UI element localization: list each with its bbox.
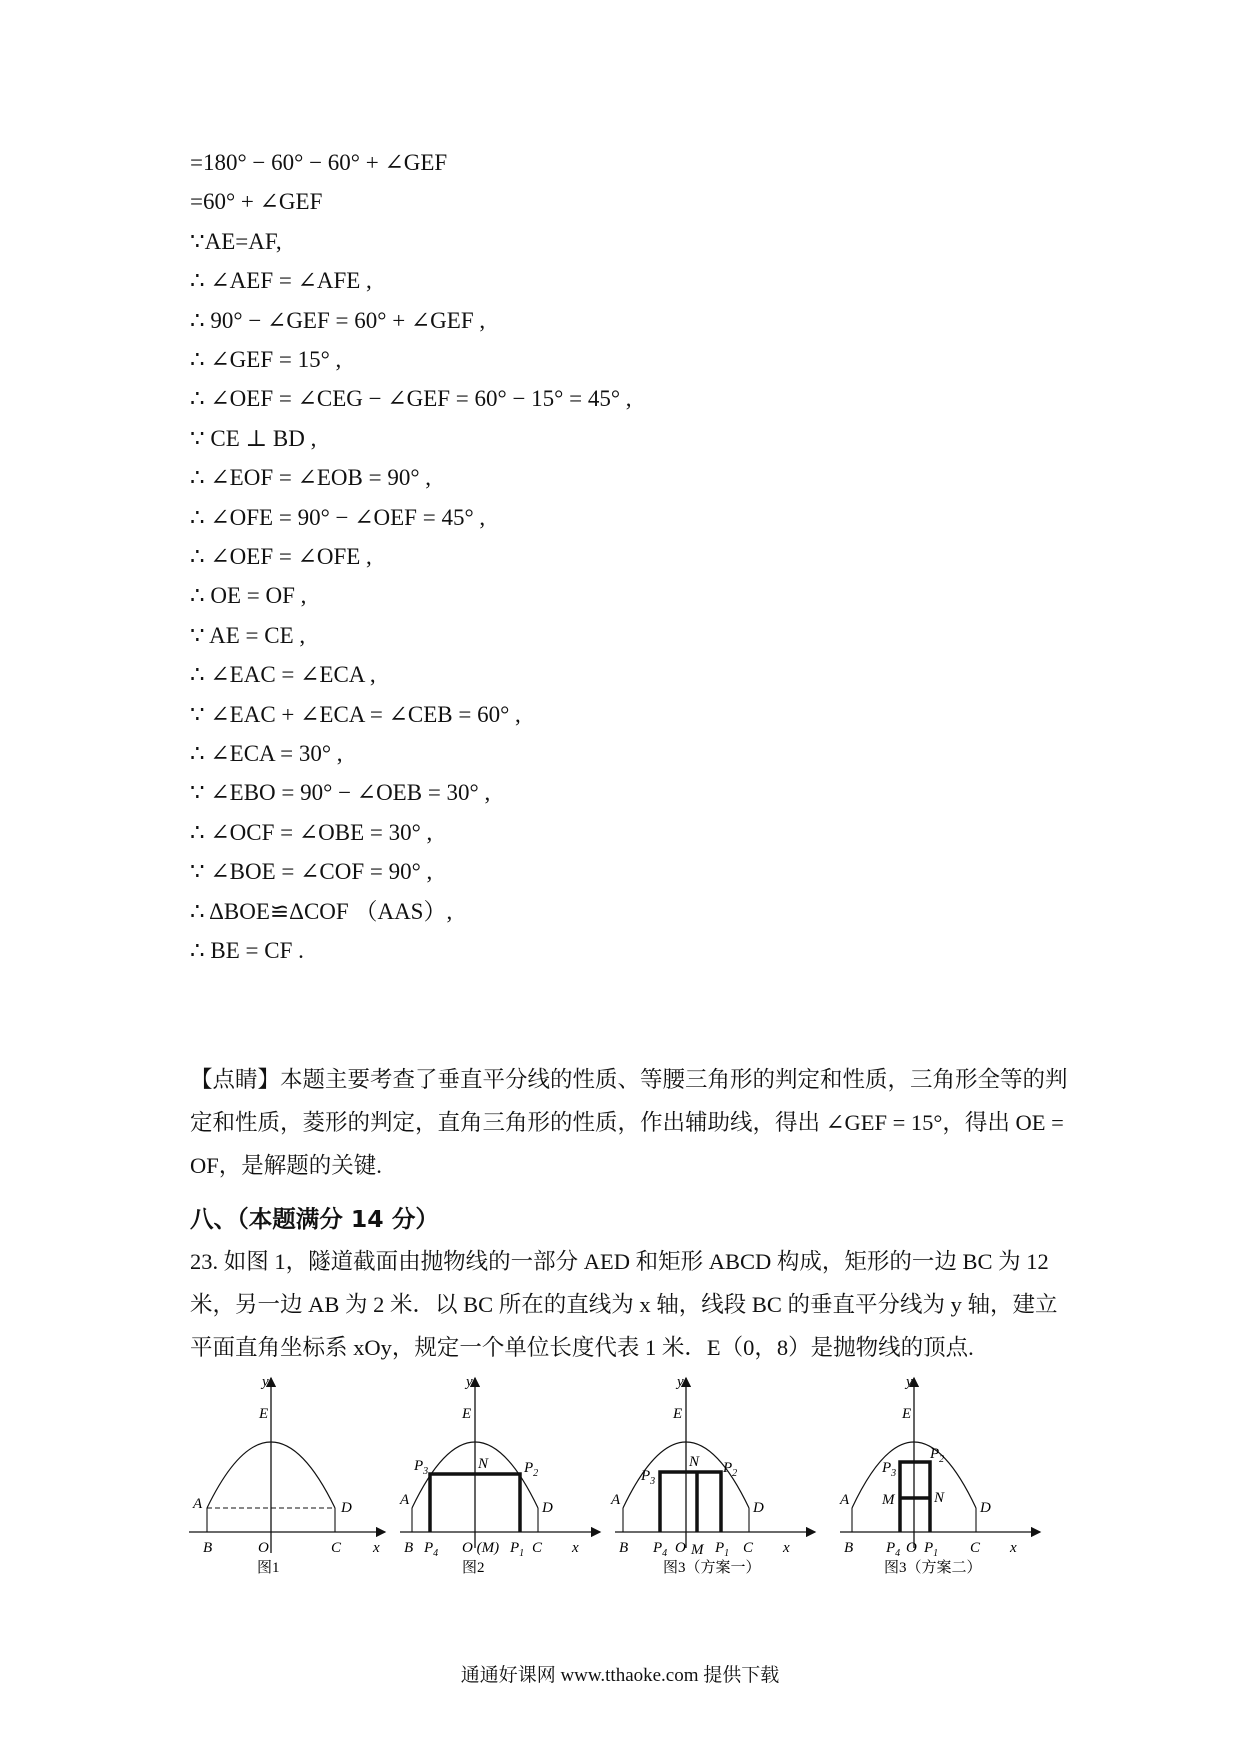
proof-line: ∵ AE = CE ,	[190, 622, 306, 648]
label-m: M	[691, 1542, 704, 1558]
label-p2: $P_2$	[524, 1460, 539, 1479]
problem-statement: 23. 如图 1，隧道截面由抛物线的一部分 AED 和矩形 ABCD 构成，矩形的一边 BC 为 12 米，另一边 AB 为 2 米．以 BC 所在的直线为 x 轴，线段 BC 的垂直平分线为 y 轴，建立平面直角坐标系 xOy，规定一个单位长度代表 1 米．E（0，8）是抛物线的顶点.	[190, 1249, 1058, 1360]
label-e: E	[259, 1406, 269, 1422]
proof-line: ∴ ∠ECA = 30° ,	[190, 741, 343, 766]
caption-fig3b: 图3（方案二）	[884, 1560, 982, 1576]
figure-1	[189, 1374, 385, 1576]
proof-line: ∴ ∠AEF = ∠AFE ,	[190, 268, 372, 294]
label-b: B	[619, 1540, 629, 1556]
label-c: C	[331, 1540, 342, 1556]
label-p3: $P_3$	[641, 1468, 656, 1487]
label-p3: $P_3$	[882, 1460, 897, 1479]
label-p2: $P_2$	[930, 1446, 945, 1465]
proof-line: ∴ BE = CF .	[190, 938, 304, 963]
label-p4: $P_4$	[424, 1540, 439, 1559]
section-heading: 八、（本题满分 14 分）	[190, 1205, 439, 1233]
comment-paragraph: 【点睛】本题主要考查了垂直平分线的性质、等腰三角形的判定和性质，三角形全等的判定和性质，菱形的判定，直角三角形的性质，作出辅助线，得出 ∠GEF = 15°，得出 OE = OF，是解题的关键.	[190, 1067, 1068, 1178]
label-p2: $P_2$	[723, 1460, 738, 1479]
label-a: A	[400, 1492, 410, 1508]
label-b: B	[404, 1540, 414, 1556]
label-y: y	[677, 1374, 684, 1390]
figure-3-plan-1	[610, 1374, 815, 1576]
label-b: B	[844, 1540, 854, 1556]
figures-row	[185, 1368, 1065, 1578]
label-d: D	[753, 1500, 764, 1516]
label-x: x	[1010, 1540, 1017, 1556]
proof-line: ∴ ∠OFE = 90° − ∠OEF = 45° ,	[190, 504, 486, 530]
proof-line: =180° − 60° − 60° + ∠GEF	[190, 150, 448, 175]
proof-line: ∵ ∠BOE = ∠COF = 90° ,	[190, 859, 433, 885]
page-footer: 通通好课网 www.tthaoke.com 提供下载	[460, 1665, 780, 1686]
label-n: N	[478, 1456, 489, 1472]
figure-2	[399, 1374, 600, 1576]
label-b: B	[203, 1540, 213, 1556]
proof-line: ∴ ∠OEF = ∠OFE ,	[190, 544, 372, 569]
label-o: O	[675, 1540, 686, 1556]
label-o-m: O (M)	[462, 1540, 500, 1556]
label-p4: $P_4$	[886, 1540, 901, 1559]
label-e: E	[902, 1406, 912, 1422]
proof-line: ∵ ∠EBO = 90° − ∠OEB = 30° ,	[190, 780, 491, 806]
proof-line: ∵AE=AF,	[190, 228, 282, 254]
caption-fig3a: 图3（方案一）	[663, 1560, 761, 1576]
label-n: N	[689, 1454, 700, 1470]
label-n: N	[934, 1490, 945, 1506]
label-p1: $P_1$	[924, 1540, 939, 1559]
label-c: C	[532, 1540, 543, 1556]
label-d: D	[341, 1500, 352, 1516]
label-c: C	[743, 1540, 754, 1556]
label-x: x	[373, 1540, 380, 1556]
figure-3-plan-2	[839, 1374, 1040, 1576]
label-p3: $P_3$	[414, 1458, 429, 1477]
label-a: A	[840, 1492, 850, 1508]
proof-line: ∴ OE = OF ,	[190, 583, 307, 609]
proof-line: ∴ ΔBOE≌ΔCOF （AAS）,	[190, 898, 453, 924]
proof-line: =60° + ∠GEF	[190, 189, 323, 215]
caption-fig1: 图1	[257, 1560, 280, 1576]
label-y: y	[262, 1374, 269, 1390]
caption-fig2: 图2	[462, 1560, 485, 1576]
label-y: y	[906, 1374, 913, 1390]
label-c: C	[970, 1540, 981, 1556]
proof-line: ∴ ∠GEF = 15° ,	[190, 347, 342, 372]
label-a: A	[193, 1496, 203, 1512]
label-x: x	[572, 1540, 579, 1556]
proof-line: ∴ ∠EAC = ∠ECA ,	[190, 662, 376, 688]
proof-line: ∵ CE ⊥ BD ,	[190, 425, 317, 451]
label-y: y	[466, 1374, 473, 1390]
label-p4: $P_4$	[653, 1540, 668, 1559]
label-d: D	[542, 1500, 553, 1516]
label-p1: $P_1$	[510, 1540, 525, 1559]
proof-line: ∴ ∠EOF = ∠EOB = 90° ,	[190, 465, 432, 491]
label-d: D	[980, 1500, 991, 1516]
proof-line: ∴ 90° − ∠GEF = 60° + ∠GEF ,	[190, 307, 486, 333]
proof-line: ∴ ∠OEF = ∠CEG − ∠GEF = 60° − 15° = 45° ,	[190, 386, 632, 412]
label-x: x	[783, 1540, 790, 1556]
label-p1: $P_1$	[715, 1540, 730, 1559]
label-e: E	[462, 1406, 472, 1422]
proof-line: ∵ ∠EAC + ∠ECA = ∠CEB = 60° ,	[190, 701, 521, 727]
label-o: O	[258, 1540, 269, 1556]
label-o: O	[906, 1540, 917, 1556]
label-m: M	[882, 1492, 895, 1508]
frame-outer	[660, 1472, 721, 1532]
proof-line: ∴ ∠OCF = ∠OBE = 30° ,	[190, 819, 433, 845]
label-e: E	[673, 1406, 683, 1422]
label-a: A	[611, 1492, 621, 1508]
